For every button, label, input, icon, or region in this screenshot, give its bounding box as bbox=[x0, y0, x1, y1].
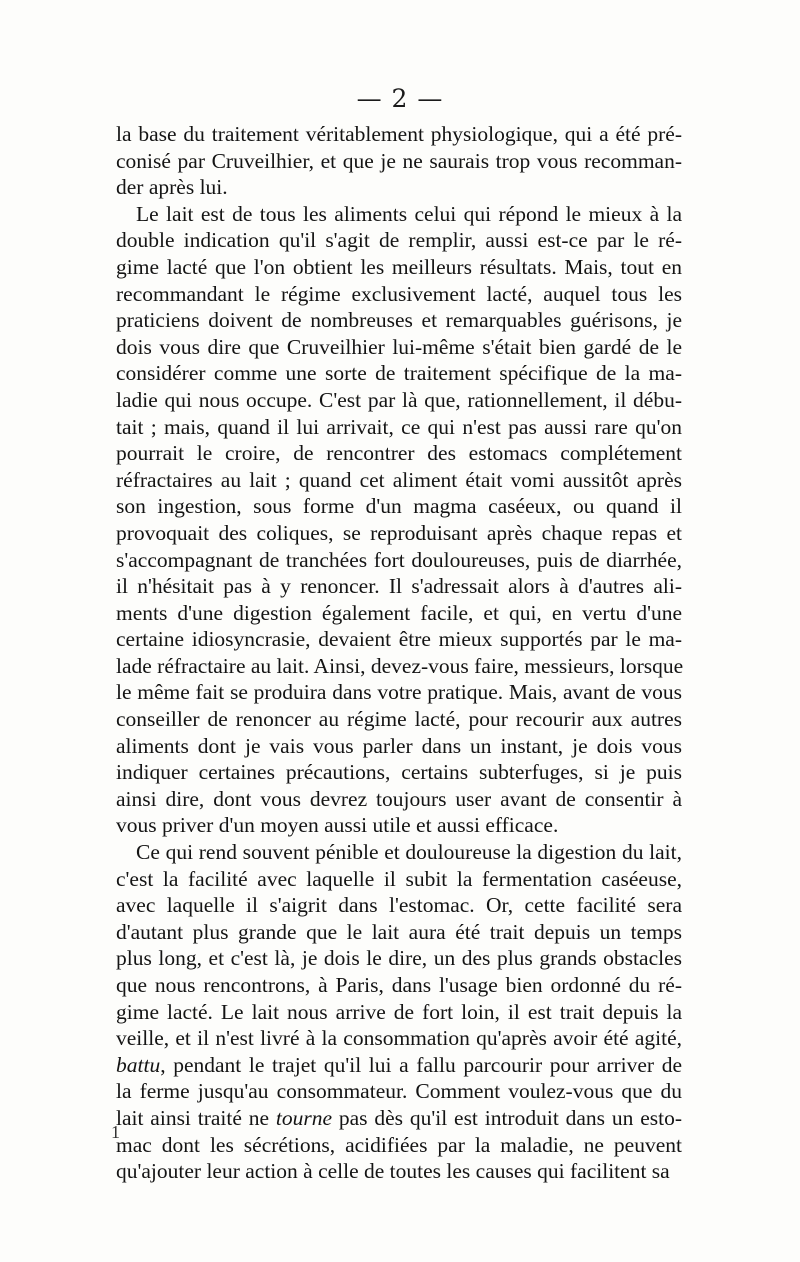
text-line: vous priver d'un moyen aussi utile et aussi efficace. bbox=[116, 813, 559, 838]
text-line: praticiens doivent de nombreuses et remarquables guérisons, je bbox=[116, 308, 682, 333]
text-line: son ingestion, sous forme d'un magma caséeux, ou quand il bbox=[116, 494, 682, 519]
text-line: qu'ajouter leur action à celle de toutes les causes qui facilitent sa bbox=[116, 1159, 670, 1184]
text-line: plus long, et c'est là, je dois le dire, un des plus grands obstacles bbox=[116, 946, 682, 971]
text-line: lait ainsi traité ne tourne pas dès qu'il est introduit dans un esto- bbox=[116, 1105, 683, 1130]
paragraph bbox=[116, 839, 682, 1185]
text-line: der après lui. bbox=[116, 175, 228, 200]
text-line: indiquer certaines précautions, certains subterfuges, si je puis bbox=[116, 760, 682, 785]
text-line: conseiller de renoncer au régime lacté, pour recourir aux autres bbox=[116, 707, 682, 732]
paragraph bbox=[116, 121, 682, 201]
text-line: ments d'une digestion également facile, et qui, en vertu d'une bbox=[116, 600, 682, 625]
text-line: recommandant le régime exclusivement lacté, auquel tous les bbox=[116, 281, 682, 306]
text-line: double indication qu'il s'agit de remplir, aussi est-ce par le ré- bbox=[116, 228, 682, 253]
text-line: provoquait des coliques, se reproduisant après chaque repas et bbox=[116, 520, 682, 545]
text-line: Le lait est de tous les aliments celui qui répond le mieux à la bbox=[136, 201, 682, 226]
page-number: — 2 — bbox=[356, 84, 444, 113]
text-line: dois vous dire que Cruveilhier lui-même s'était bien gardé de le bbox=[116, 334, 682, 359]
text-line: conisé par Cruveilhier, et que je ne saurais trop vous recomman- bbox=[116, 148, 682, 173]
text-line: c'est la facilité avec laquelle il subit la fermentation caséeuse, bbox=[116, 866, 682, 891]
text-line: gime lacté que l'on obtient les meilleurs résultats. Mais, tout en bbox=[116, 254, 682, 279]
text-line: battu, pendant le trajet qu'il lui a fallu parcourir pour arriver de bbox=[116, 1052, 682, 1077]
text-line: veille, et il n'est livré à la consommation qu'après avoir été agité, bbox=[116, 1026, 682, 1051]
text-line: réfractaires au lait ; quand cet aliment était vomi aussitôt après bbox=[116, 467, 682, 492]
text-line: que nous rencontrons, à Paris, dans l'usage bien ordonné du ré- bbox=[116, 973, 682, 997]
text-line: certaine idiosyncrasie, devaient être mieux supportés par le ma- bbox=[116, 627, 682, 652]
text-line: gime lacté. Le lait nous arrive de fort loin, il est trait depuis la bbox=[116, 999, 682, 1024]
text-line: la base du traitement véritablement physiologique, qui a été pré- bbox=[116, 122, 682, 146]
margin-mark: 1 bbox=[111, 1122, 120, 1142]
text-line: d'autant plus grande que le lait aura été trait depuis un temps bbox=[116, 919, 682, 944]
text-line: pourrait le croire, de rencontrer des estomacs complétement bbox=[116, 441, 682, 466]
text-line: considérer comme une sorte de traitement spécifique de la ma- bbox=[116, 361, 682, 386]
text-line: aliments dont je vais vous parler dans un instant, je dois vous bbox=[116, 733, 682, 758]
text-line: ladie qui nous occupe. C'est par là que, rationnellement, il débu- bbox=[116, 387, 682, 412]
text-line: ainsi dire, dont vous devrez toujours user avant de consentir à bbox=[116, 786, 682, 811]
text-line: il n'hésitait pas à y renoncer. Il s'adressait alors à d'autres ali- bbox=[116, 574, 682, 599]
text-line: s'accompagnant de tranchées fort douloureuses, puis de diarrhée, bbox=[116, 547, 682, 572]
text-line: mac dont les sécrétions, acidifiées par la maladie, ne peuvent bbox=[116, 1132, 682, 1157]
paragraph bbox=[116, 201, 682, 839]
text-line: la ferme jusqu'au consommateur. Comment voulez-vous que du bbox=[116, 1079, 682, 1104]
text-line: tait ; mais, quand il lui arrivait, ce qui n'est pas aussi rare qu'on bbox=[116, 414, 682, 439]
body-text bbox=[116, 121, 682, 1185]
text-line: Ce qui rend souvent pénible et douloureuse la digestion du lait, bbox=[136, 840, 682, 865]
text-line: lade réfractaire au lait. Ainsi, devez-vous faire, messieurs, lorsque bbox=[116, 653, 684, 678]
text-line: le même fait se produira dans votre pratique. Mais, avant de vous bbox=[116, 680, 682, 705]
text-line: avec laquelle il s'aigrit dans l'estomac. Or, cette facilité sera bbox=[116, 893, 682, 918]
